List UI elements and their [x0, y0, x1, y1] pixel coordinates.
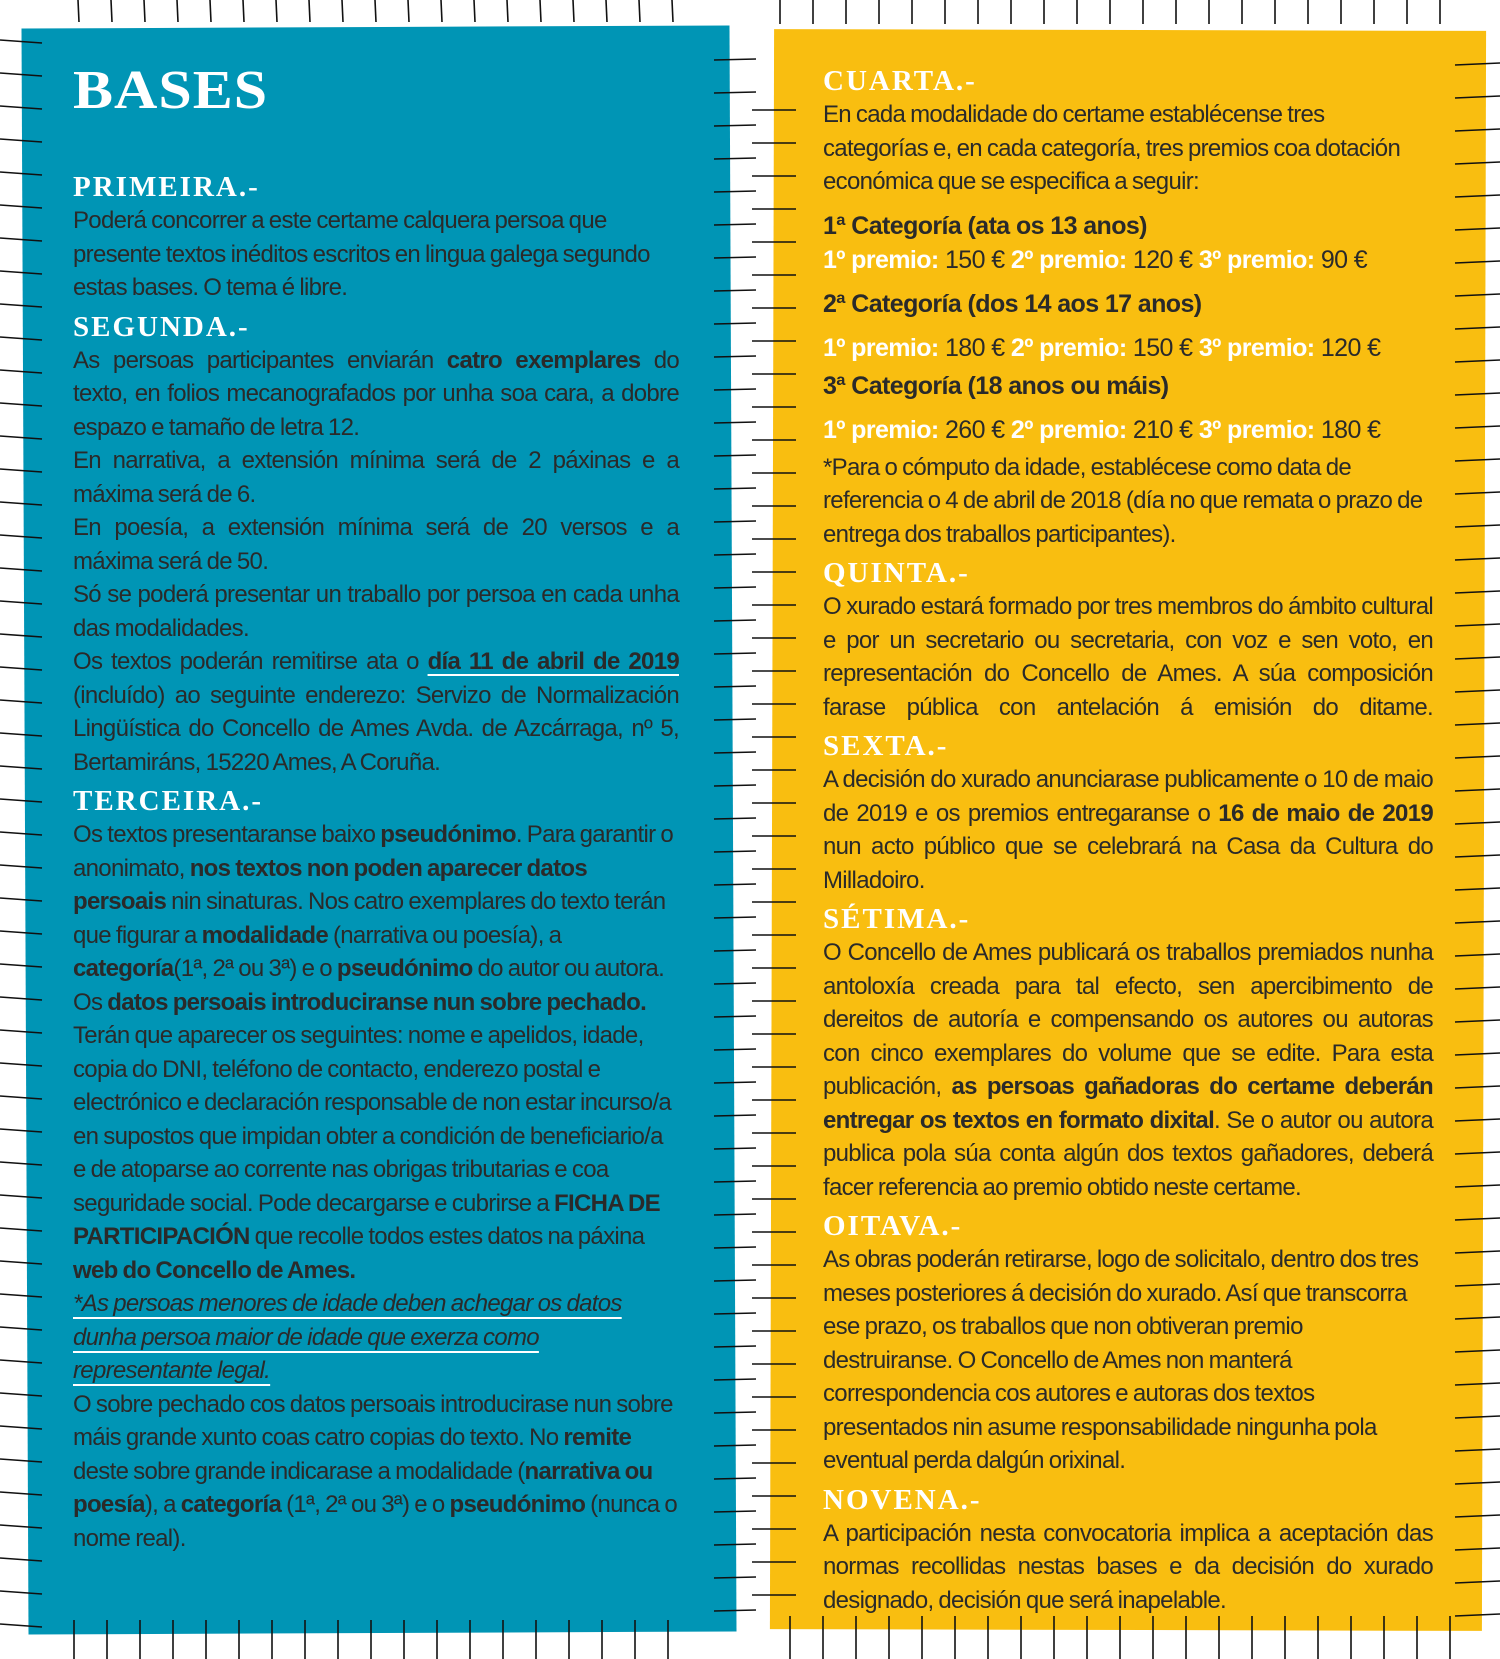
- section-heading: CUARTA.-: [823, 65, 977, 97]
- deadline-date: día 11 de abril de 2019: [427, 648, 679, 675]
- section-heading: TERCEIRA.-: [73, 785, 263, 817]
- text-run: do texto, en folios mecanografados por unha soa cara, a dobre espazo e tamaño de letra 12.: [73, 346, 680, 441]
- text-run: (nunca o nome real).: [73, 1491, 677, 1552]
- section-heading: OITAVA.-: [823, 1210, 963, 1242]
- text-run: (1ª, 2ª ou 3ª) e o: [281, 1491, 450, 1518]
- bold-text: FICHA DE PARTICIPACIÓN: [73, 1189, 660, 1250]
- section-text: A participación nesta convocatoria implica a aceptación das normas recollidas nestas bases e da decisión do xurado designado, decisión que será inapelable.: [823, 1519, 1433, 1614]
- text-run: (narrativa ou poesía), a: [328, 921, 562, 949]
- section-text: O xurado estará formado por tres membros do ámbito cultural e por un secretario ou secretaria, con voz e sen voto, en representación do Concello de Ames. A súa composición farase pública con antelación á emisión do ditame.: [823, 593, 1433, 721]
- section-paragraph: Só se poderá presentar un traballo por persoa en cada unha das modalidades.: [73, 581, 679, 642]
- prize-value: 210 €: [1126, 415, 1199, 444]
- text-run: do autor ou autora.: [472, 955, 665, 982]
- section-text: [823, 763, 1433, 897]
- text-run: Os textos poderán remitirse ata o: [73, 648, 428, 675]
- prize-label: 2º premio:: [1010, 333, 1127, 362]
- section-primeira: [73, 170, 679, 305]
- section-sexta: [823, 729, 1433, 897]
- prize-label: 3º premio:: [1198, 333, 1315, 362]
- prize-label: 1º premio:: [823, 333, 939, 362]
- text-run: Os textos presentaranse baixo: [73, 821, 381, 848]
- prize-list: [823, 331, 1433, 365]
- prize-value: 260 €: [938, 415, 1011, 444]
- minors-note: *As persoas menores de idade deben achegar os datos dunha persoa maior de idade que exerza como representante legal.: [73, 1290, 622, 1384]
- text-run: As persoas participantes enviarán: [73, 346, 447, 374]
- category-name: 3ª Categoría (18 anos ou máis): [823, 371, 1169, 400]
- text-run: (incluído) ao seguinte enderezo: Servizo de Normalización Lingüística do Concello de Ames Avda. de Azcárraga, nº 5, Bertamiráns, 15220 Ames, A Coruña.: [73, 681, 679, 776]
- text-run: ), a: [144, 1491, 181, 1518]
- section-text: [823, 936, 1433, 1204]
- prize-label: 2º premio:: [1010, 245, 1127, 274]
- section-paragraph: [73, 1287, 679, 1388]
- bold-text: datos persoais introduciranse nun sobre pechado.: [107, 988, 647, 1016]
- text-run: A decisión do xurado anunciarase publicamente o 10 de maio de 2019 e os premios entregaranse o: [823, 766, 1433, 827]
- text-run: que recolle todos estes datos na páxina: [249, 1223, 645, 1250]
- bold-text: pseudónimo: [380, 821, 516, 848]
- text-run: deste sobre grande indicarase a modalidade (: [73, 1457, 525, 1485]
- prize-list: [823, 413, 1433, 447]
- right-column: [823, 64, 1433, 1622]
- section-text: As obras poderán retirarse, logo de solicitalo, dentro dos tres meses posteriores á decisión do xurado. Así que transcorra ese prazo, os traballos que non obtiveran premio destruiranse. O Concello de Ames non manterá correspondencia cos autores e autoras dos textos presentados nin asume responsabilidade ningunha pola eventual perda dalgún orixinal.: [823, 1246, 1419, 1474]
- bold-text: nos textos non poden aparecer datos persoais: [73, 854, 587, 915]
- section-paragraph: [73, 344, 679, 445]
- section-segunda: [73, 310, 679, 780]
- section-heading: QUINTA.-: [823, 557, 970, 589]
- bold-text: web do Concello de Ames.: [73, 1256, 356, 1284]
- text-run: Os: [73, 988, 108, 1016]
- bold-text: narrativa ou poesía: [73, 1457, 653, 1518]
- bold-text: modalidade: [201, 921, 328, 949]
- bold-text: as persoas gañadoras do certame deberán entregar os textos en formato dixital: [823, 1073, 1433, 1134]
- text-run: O Concello de Ames publicará os traballos premiados nunha antoloxía creada para tal efecto, sen apercibimento de dereitos de autoría e compensando os autores ou autoras con cinco exemplares do volume que se edite. Para esta publicación,: [823, 939, 1433, 1100]
- section-text: Poderá concorrer a este certame calquera persoa que presente textos inéditos escritos en lingua galega segundo estas bases. O tema é libre.: [73, 207, 650, 301]
- age-note: *Para o cómputo da idade, establécese como data de referencia o 4 de abril de 2018 (día no que remata o prazo de entrega dos traballos participantes).: [823, 453, 1423, 548]
- section-heading: NOVENA.-: [823, 1483, 982, 1516]
- prize-value: 150 €: [938, 245, 1011, 274]
- section-heading: SEGUNDA.-: [73, 310, 250, 343]
- text-run: (1ª, 2ª ou 3ª) e o: [173, 955, 337, 982]
- section-oitava: [823, 1209, 1433, 1478]
- prize-category: [823, 369, 1433, 447]
- section-paragraph: [73, 645, 679, 779]
- bold-text: catro exemplares: [446, 346, 641, 374]
- prize-value: 180 €: [938, 333, 1011, 362]
- prize-value: 180 €: [1314, 415, 1381, 444]
- prize-category: [823, 209, 1433, 277]
- section-quinta: [823, 556, 1433, 724]
- left-column: [73, 59, 680, 1560]
- text-run: nun acto público que se celebrará na Casa da Cultura do Milladoiro.: [823, 833, 1433, 894]
- prize-label: 2º premio:: [1010, 415, 1127, 444]
- section-paragraph: En poesía, a extensión mínima será de 20 versos e a máxima será de 50.: [73, 514, 679, 575]
- text-run: nin sinaturas. Nos catro exemplares do texto terán que figurar a: [73, 888, 666, 949]
- section-text: En cada modalidade do certame establécense tres categorías e, en cada categoría, tres premios coa dotación económica que se especifica a seguir:: [823, 101, 1401, 195]
- section-paragraph: [73, 1019, 679, 1287]
- section-paragraph: En narrativa, a extensión mínima será de 2 páxinas e a máxima será de 6.: [73, 447, 679, 508]
- prize-value: 120 €: [1314, 333, 1381, 362]
- section-paragraph: [73, 986, 679, 1020]
- bold-text: categoría: [73, 955, 174, 982]
- page-title: BASES: [73, 59, 269, 120]
- bold-text: pseudónimo: [336, 955, 473, 982]
- bold-text: pseudónimo: [449, 1491, 586, 1518]
- prize-category: [823, 287, 1433, 365]
- section-paragraph: [73, 1388, 679, 1556]
- category-name: 1ª Categoría (ata os 13 anos): [823, 211, 1147, 240]
- section-heading: SEXTA.-: [823, 730, 949, 762]
- section-novena: [823, 1483, 1433, 1618]
- prize-value: 120 €: [1126, 245, 1199, 274]
- text-run: O sobre pechado cos datos persoais introducirase nun sobre máis grande xunto coas catro copias do texto. No: [73, 1390, 673, 1451]
- section-heading: PRIMEIRA.-: [73, 171, 260, 203]
- prize-value: 150 €: [1126, 333, 1199, 362]
- text-run: . Para garantir o anonimato,: [73, 821, 674, 882]
- section-paragraph: [73, 818, 679, 986]
- bold-text: remite: [563, 1424, 632, 1451]
- text-run: . Se o autor ou autora publica pola súa conta algún dos textos gañadores, deberá facer referencia ao premio obtido neste certame.: [823, 1106, 1433, 1201]
- award-date: 16 de maio de 2019: [1218, 799, 1433, 827]
- section-heading: SÉTIMA.-: [823, 903, 971, 935]
- prize-value: 90 €: [1314, 245, 1368, 274]
- bold-text: categoría: [180, 1491, 282, 1518]
- prize-label: 1º premio:: [823, 415, 939, 444]
- prize-label: 1º premio:: [823, 245, 939, 274]
- section-setima: [823, 902, 1433, 1204]
- section-cuarta: [823, 64, 1433, 551]
- prize-label: 3º premio:: [1198, 245, 1315, 274]
- category-name: 2ª Categoría (dos 14 aos 17 anos): [823, 289, 1202, 318]
- prize-label: 3º premio:: [1198, 415, 1315, 444]
- section-terceira: [73, 784, 679, 1555]
- prize-list: [823, 243, 1433, 277]
- text-run: Terán que aparecer os seguintes: nome e apelidos, idade, copia do DNI, teléfono de contacto, enderezo postal e electrónico e declaración responsable de non estar incurso/a en supostos que impidan obter a condición de beneficiario/a e de atoparse ao corrente nas obrigas tributarias e coa seguridade social. Pode decargarse e cubrirse a: [73, 1022, 672, 1217]
